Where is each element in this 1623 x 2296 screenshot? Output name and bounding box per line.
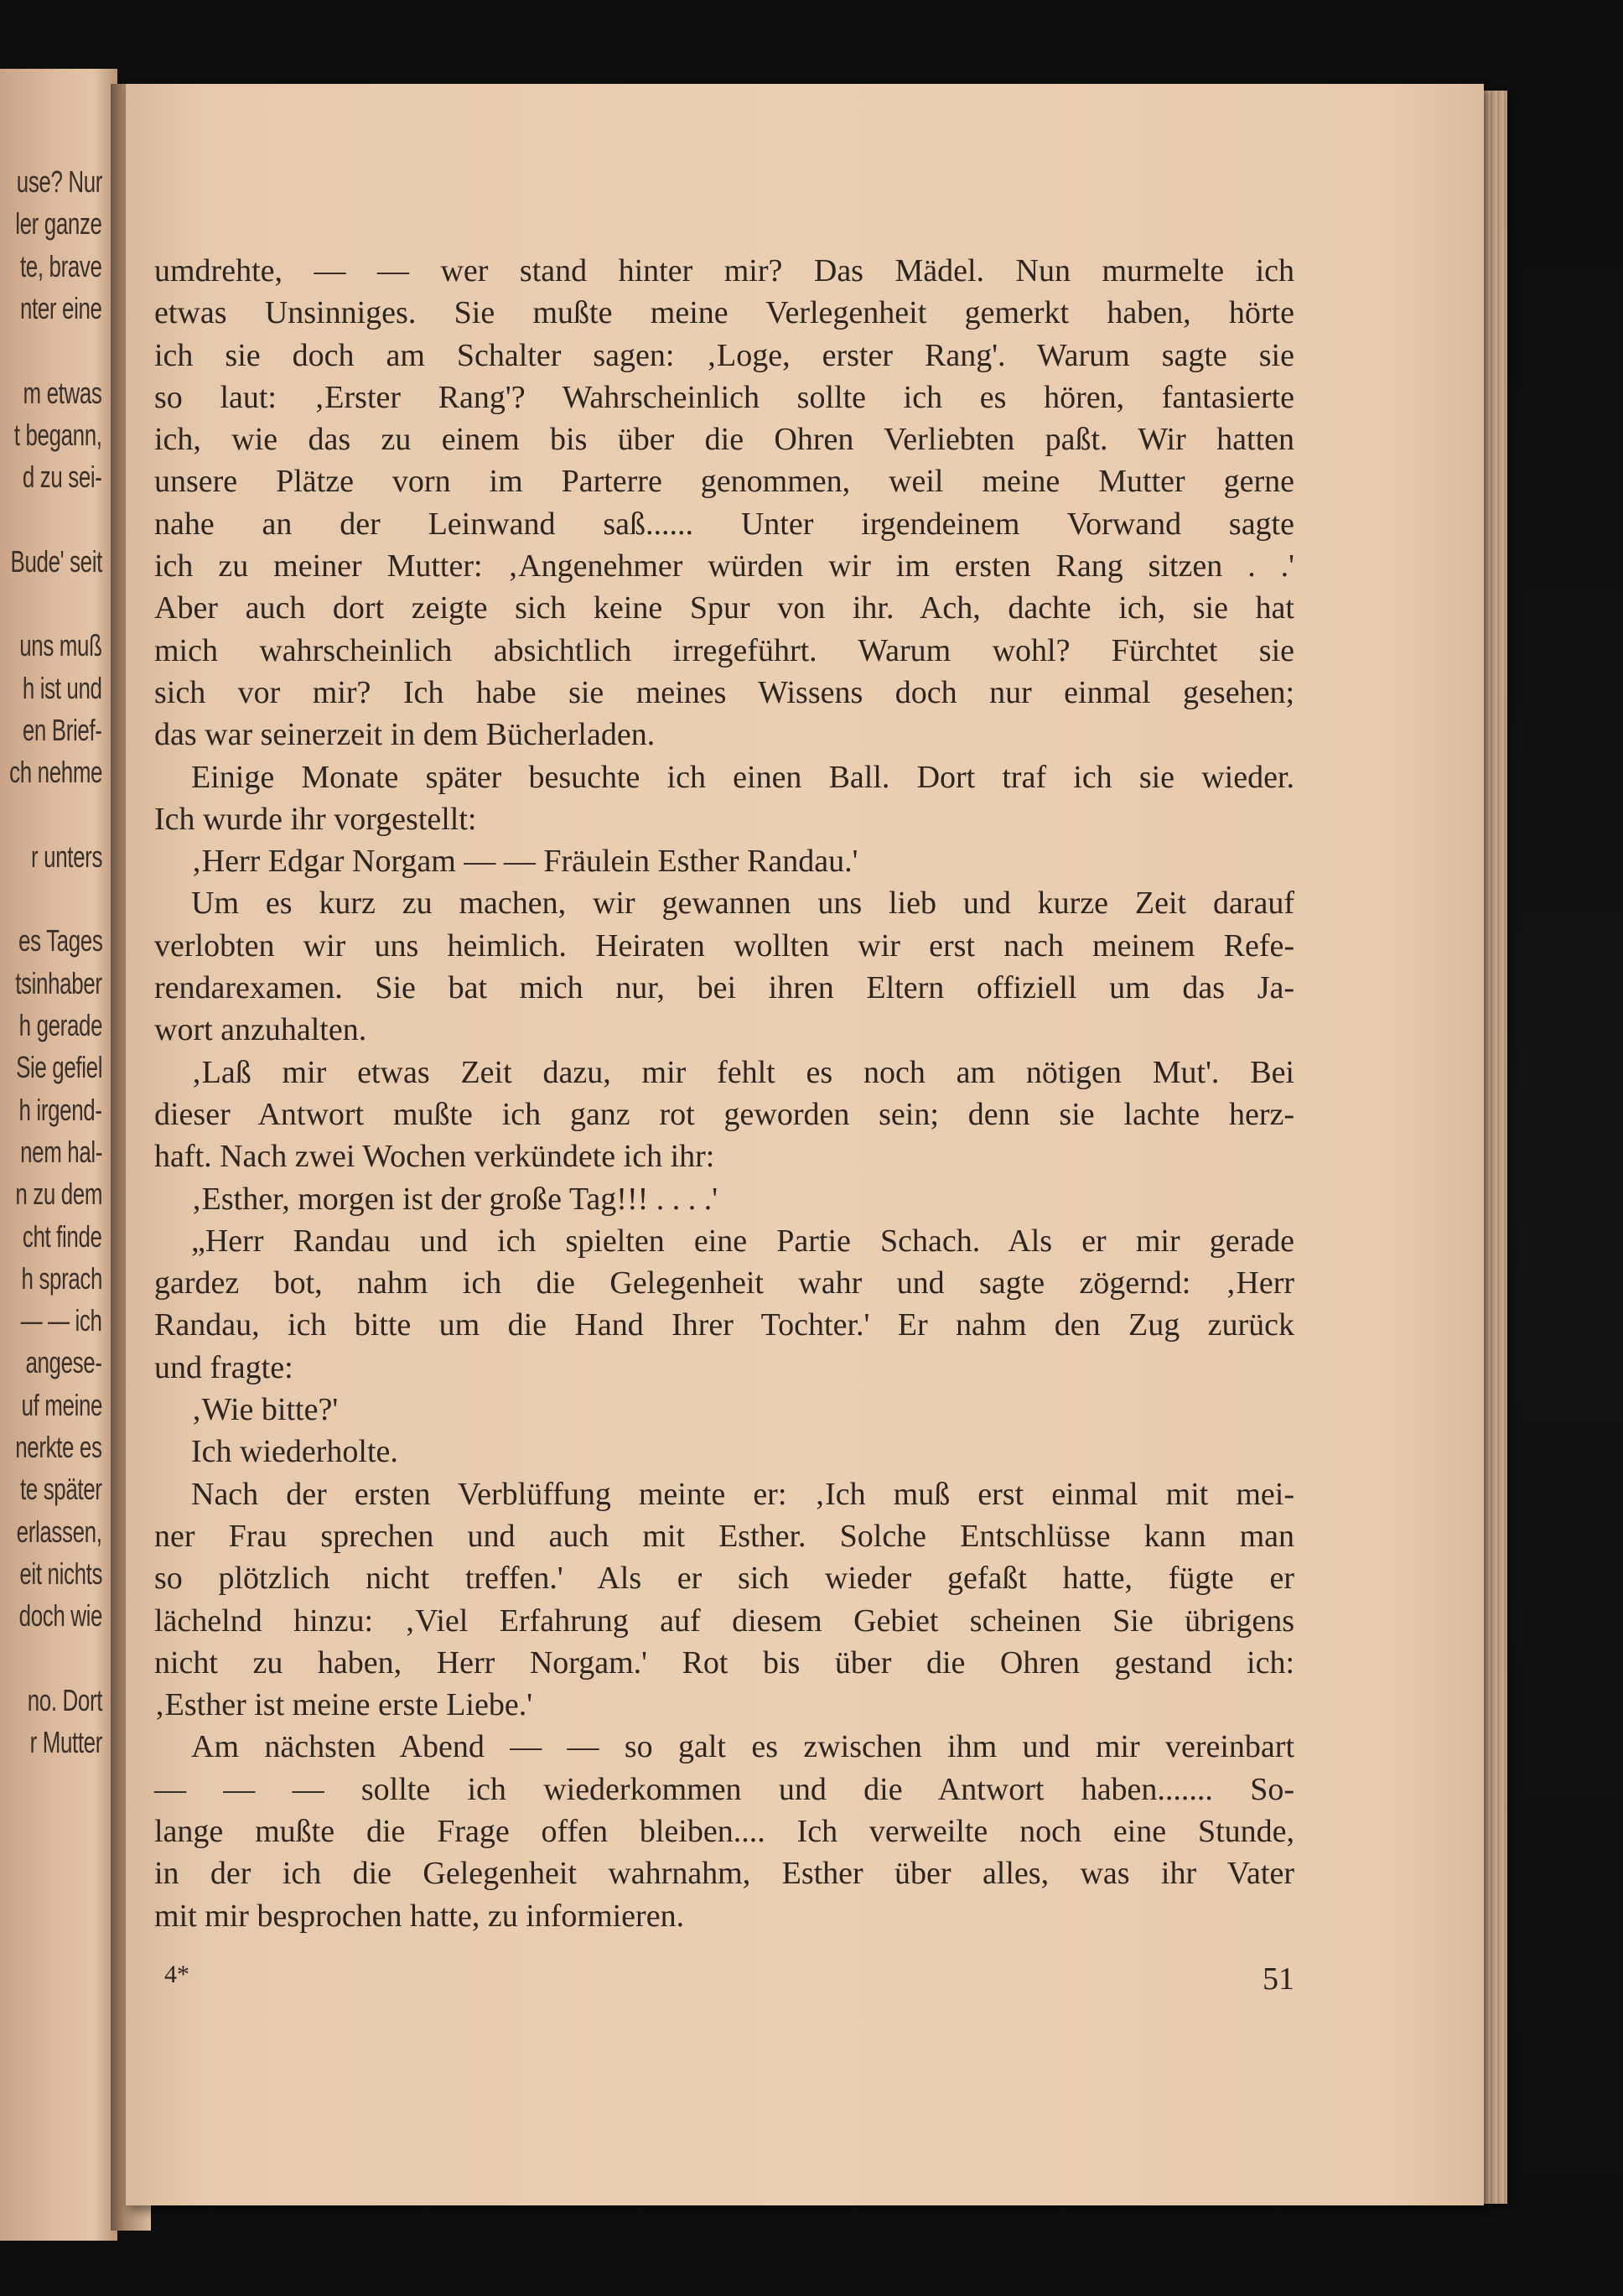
text-line: wort anzuhalten. [154, 1012, 367, 1048]
text-line: mit mir besprochen hatte, zu informieren. [154, 1898, 685, 1934]
text-line: ‚Laß mir etwas Zeit dazu, mir fehlt es noch am nötigen Mut'. Bei [191, 1054, 1294, 1090]
left-page-fragment: use? Nur [16, 164, 102, 199]
body-text [154, 250, 1294, 1937]
text-line: in der ich die Gelegenheit wahrnahm, Esther über alles, was ihr Vater [154, 1856, 1294, 1892]
text-line: nicht zu haben, Herr Norgam.' Rot bis über die Ohren gestand ich: [154, 1644, 1294, 1680]
left-page-fragment: t begann, [14, 417, 102, 452]
left-page-fragment: h irgend- [18, 1092, 102, 1127]
left-page-fragment: Sie gefiel [15, 1050, 102, 1085]
left-page-fragment: m etwas [23, 375, 102, 410]
text-line: dieser Antwort mußte ich ganz rot geworden sein; denn sie lachte herz- [154, 1096, 1294, 1132]
left-page-fragment: ler ganze [15, 206, 102, 242]
left-page-fragment: uf meine [21, 1387, 102, 1422]
left-page-fragment: en Brief- [23, 712, 102, 747]
left-page-fragment: h sprach [21, 1260, 102, 1296]
text-line: gardez bot, nahm ich die Gelegenheit wahr und sagte zögernd: ‚Herr [154, 1265, 1294, 1301]
text-line: so laut: ‚Erster Rang'? Wahrscheinlich sollte ich es hören, fantasierte [154, 379, 1294, 415]
text-line: ‚Esther, morgen ist der große Tag!!! . . . .' [191, 1181, 718, 1217]
left-page-fragment: cht finde [23, 1218, 102, 1254]
text-line: unsere Plätze vorn im Parterre genommen, weil meine Mutter gerne [154, 464, 1294, 500]
text-line: ‚Esther ist meine erste Liebe.' [154, 1687, 533, 1723]
left-page-fragment: nerkte es [15, 1430, 102, 1464]
text-line: ich zu meiner Mutter: ‚Angenehmer würden wir im ersten Rang sitzen . .' [154, 548, 1294, 584]
text-line: Nach der ersten Verblüffung meinte er: ‚Ich muß erst einmal mit mei- [191, 1476, 1294, 1512]
left-page-fragment: ch nehme [9, 755, 102, 790]
left-page-fragment: te, brave [20, 248, 102, 283]
text-line: nahe an der Leinwand saß...... Unter irgendeinem Vorwand sagte [154, 506, 1294, 542]
left-page-fragment: h ist und [23, 670, 102, 705]
left-page-fragment: es Tages [18, 923, 102, 958]
text-line: sich vor mir? Ich habe sie meines Wissens doch nur einmal gesehen; [154, 674, 1294, 710]
text-line: Am nächsten Abend — — so galt es zwischen ihm und mir vereinbart [191, 1729, 1294, 1765]
text-line: Einige Monate später besuchte ich einen Ball. Dort traf ich sie wieder. [191, 759, 1294, 795]
text-line: Um es kurz zu machen, wir gewannen uns lieb und kurze Zeit darauf [191, 886, 1294, 922]
left-page-fragment: d zu sei- [23, 460, 102, 495]
left-page-fragment: te später [20, 1472, 102, 1507]
text-line: haft. Nach zwei Wochen verkündete ich ihr: [154, 1139, 715, 1175]
text-line: ‚Wie bitte?' [191, 1392, 339, 1428]
text-line: rendarexamen. Sie bat mich nur, bei ihren Eltern offiziell um das Ja- [154, 970, 1294, 1006]
text-line: lange mußte die Frage offen bleiben.... Ich verweilte noch eine Stunde, [154, 1813, 1294, 1849]
left-page-fragment: nem hal- [20, 1134, 102, 1169]
text-line: Aber auch dort zeigte sich keine Spur von ihr. Ach, dachte ich, sie hat [154, 590, 1294, 626]
left-page-fragment: eit nichts [19, 1556, 102, 1591]
left-page-fragment: r unters [31, 839, 102, 874]
left-page-fragment: angese- [25, 1345, 102, 1380]
left-page-fragment: r Mutter [29, 1725, 102, 1760]
text-line: verlobten wir uns heimlich. Heiraten wollten wir erst nach meinem Refe- [154, 927, 1294, 964]
text-line: lächelnd hinzu: ‚Viel Erfahrung auf diesem Gebiet scheinen Sie übrigens [154, 1603, 1294, 1639]
text-line: ner Frau sprechen und auch mit Esther. Solche Entschlüsse kann man [154, 1518, 1294, 1554]
signature-mark: 4* [164, 1961, 189, 1988]
text-line: und fragte: [154, 1349, 293, 1385]
text-line: etwas Unsinniges. Sie mußte meine Verlegenheit gemerkt haben, hörte [154, 295, 1294, 331]
text-line: ‚Herr Edgar Norgam — — Fräulein Esther Randau.' [191, 844, 858, 880]
left-page-fragment: erlassen, [17, 1514, 102, 1549]
text-line: so plötzlich nicht treffen.' Als er sich wieder gefaßt hatte, fügte er [154, 1561, 1294, 1597]
text-line: umdrehte, — — wer stand hinter mir? Das Mädel. Nun murmelte ich [154, 253, 1294, 288]
left-page-fragment: — — ich [21, 1303, 102, 1338]
left-page-fragment: tsinhaber [15, 965, 102, 1000]
text-line: das war seinerzeit in dem Bücherladen. [154, 717, 656, 753]
text-line: ich, wie das zu einem bis über die Ohren Verliebten paßt. Wir hatten [154, 422, 1294, 458]
left-page-fragment: nter eine [20, 290, 102, 325]
text-line: ich sie doch am Schalter sagen: ‚Loge, erster Rang'. Warum sagte sie [154, 337, 1294, 373]
text-line: Randau, ich bitte um die Hand Ihrer Tochter.' Er nahm den Zug zurück [154, 1307, 1294, 1343]
text-line: mich wahrscheinlich absichtlich irregeführt. Warum wohl? Fürchtet sie [154, 632, 1294, 668]
left-page-fragment: n zu dem [15, 1177, 102, 1212]
left-page-fragment: doch wie [18, 1598, 102, 1634]
text-line: Ich wiederholte. [191, 1434, 398, 1470]
left-page [0, 69, 117, 2241]
text-line: Ich wurde ihr vorgestellt: [154, 801, 477, 837]
left-page-fragment: Bude' seit [10, 543, 102, 579]
left-page-fragment: h gerade [18, 1008, 102, 1042]
left-page-fragment: no. Dort [27, 1682, 102, 1717]
left-page-fragment: uns muß [19, 628, 102, 663]
page-number: 51 [1263, 1961, 1294, 1997]
text-line: — — — sollte ich wiederkommen und die Antwort haben....... So- [154, 1771, 1294, 1807]
text-line: „Herr Randau und ich spielten eine Partie Schach. Als er mir gerade [191, 1223, 1294, 1259]
